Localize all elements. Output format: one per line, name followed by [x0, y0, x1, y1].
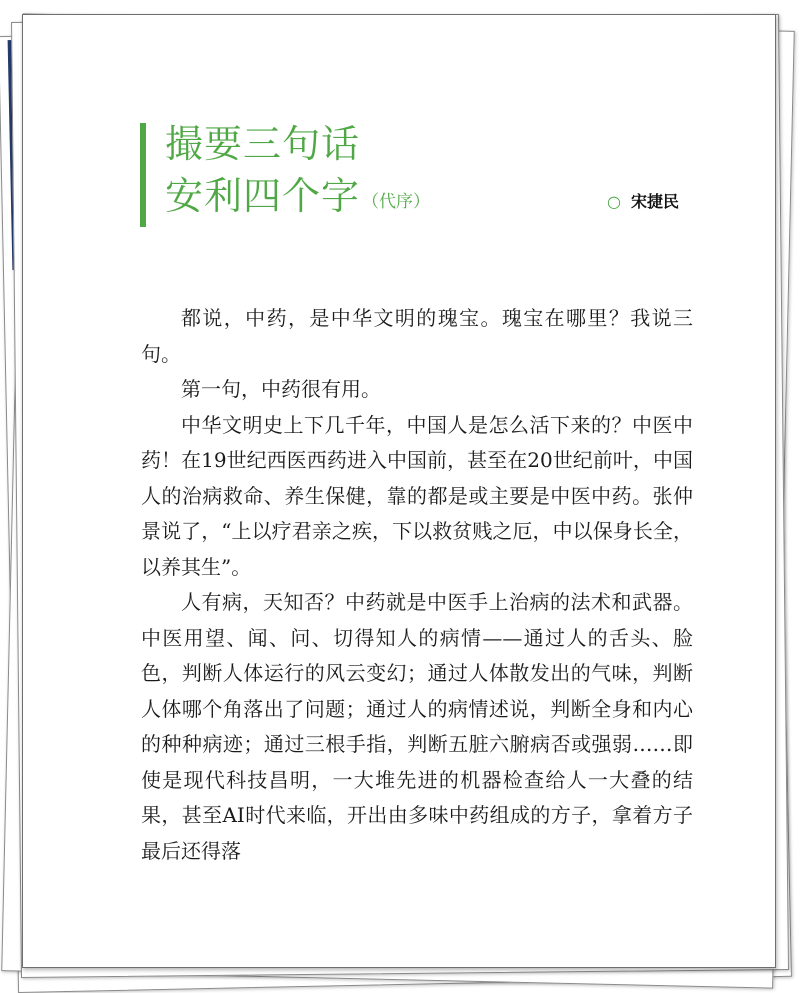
title-accent-bar: [140, 123, 146, 227]
paragraph: 人有病，天知否？中药就是中医手上治病的法术和武器。中医用望、闻、问、切得知人的病情——通过人的舌头、脸色，判断人体运行的风云变幻；通过人体散发出的气味，判断人体哪个角落出了问题；通过人的病情述说，判断全身和内心的种种病迹；通过三根手指，判断五脏六腑病否或强弱……即使是现代科技昌明，一大堆先进的机器检查给人一大叠的结果，甚至AI时代来临，开出由多味中药组成的方子，拿着方子最后还得落: [141, 590, 693, 863]
circle-bullet-icon: ○: [607, 192, 621, 211]
paragraph: 第一句，中药很有用。: [181, 377, 381, 401]
title-line-2-text: 安利四个字: [165, 174, 361, 218]
paragraph: 都说，中药，是中华文明的瑰宝。瑰宝在哪里？我说三句。: [141, 306, 693, 366]
body-text: [141, 301, 693, 869]
title-line-1: 撮要三句话: [165, 122, 361, 166]
author-name: 宋捷民: [630, 192, 679, 211]
page-title: [165, 118, 430, 228]
front-page: [22, 14, 776, 968]
title-suffix: （代序）: [362, 192, 431, 212]
author-byline: [607, 189, 679, 212]
paragraph: 中华文明史上下几千年，中国人是怎么活下来的？中医中药！在19世纪西医西药进入中国前，甚至在20世纪前叶，中国人的治病救命、养生保健，靠的都是或主要是中医中药。张仲景说了，“上以疗君亲之疾，下以救贫贱之厄，中以保身长全，以养其生”。: [141, 412, 693, 579]
title-line-2: [165, 170, 430, 228]
